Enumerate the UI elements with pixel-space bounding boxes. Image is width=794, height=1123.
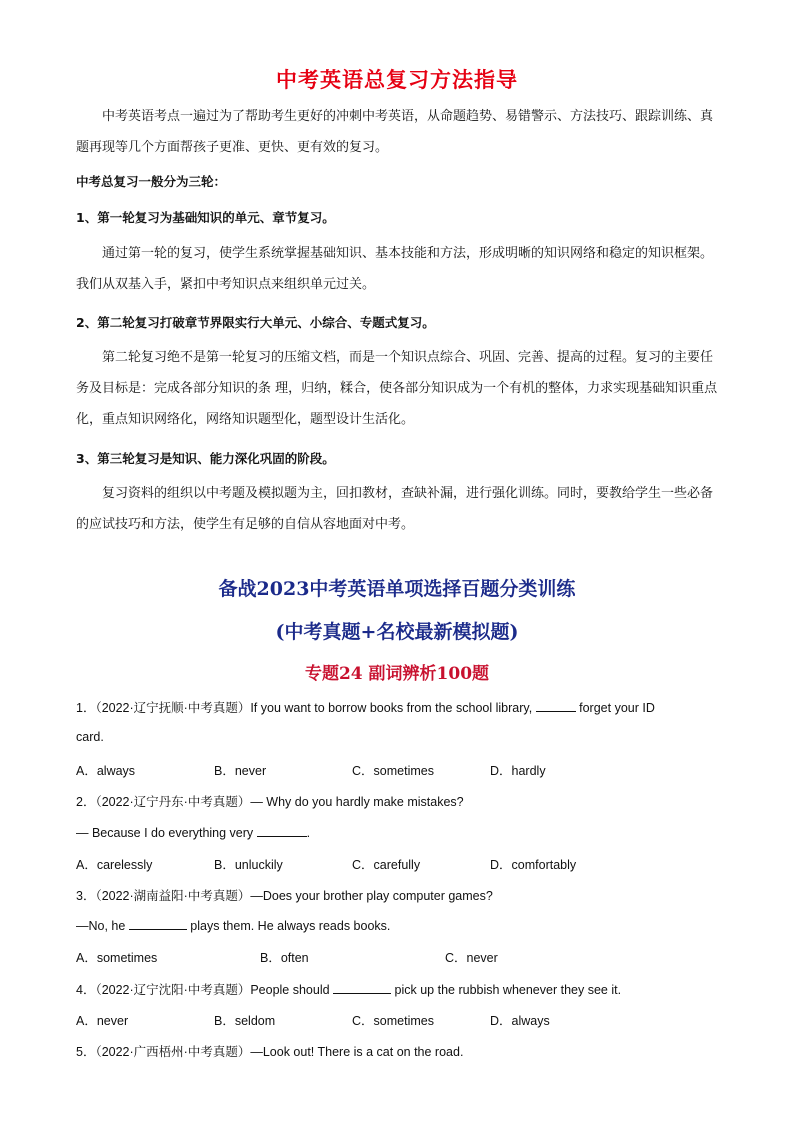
question-3-stem: 3．（2022·湖南益阳·中考真题）—Does your brother play computer games? xyxy=(76,889,493,903)
round1-text: 通过第一轮的复习，使学生系统掌握基础知识、基本技能和方法，形成明晰的知识网络和稳定的知识框架。我们从双基入手，紧扣中考知识点来组织单元过关。 xyxy=(76,246,714,292)
q2-option-d[interactable]: D．comfortably xyxy=(490,858,577,872)
q4-option-c[interactable]: C．sometimes xyxy=(352,1014,434,1028)
round2-heading: 2、第二轮复习打破章节界限实行大单元、小综合、专题式复习。 xyxy=(76,315,435,330)
guide-intro-text: 中考英语考点一遍过为了帮助考生更好的冲刺中考英语，从命题趋势、易错警示、方法技巧、跟踪训练、真题再现等几个方面帮孩子更准、更快、更有效的复习。 xyxy=(76,109,714,155)
round3-heading: 3、第三轮复习是知识、能力深化巩固的阶段。 xyxy=(76,451,335,466)
q2-option-b[interactable]: B．unluckily xyxy=(214,858,283,872)
q4-option-d[interactable]: D．always xyxy=(490,1014,550,1028)
question-2-stem: 2．（2022·辽宁丹东·中考真题）— Why do you hardly make mistakes? xyxy=(76,795,464,809)
round1-heading: 1、第一轮复习为基础知识的单元、章节复习。 xyxy=(76,210,335,225)
section-title: 备战2023中考英语单项选择百题分类训练 xyxy=(218,578,576,600)
question-2-stem-cont: — Because I do everything very . xyxy=(76,826,311,840)
question-1-stem: 1．（2022·辽宁抚顺·中考真题）If you want to borrow books from the school library, forget your ID xyxy=(76,701,655,715)
q4-option-a[interactable]: A．never xyxy=(76,1014,129,1028)
question-3-stem-cont: —No, he plays them. He always reads books. xyxy=(76,919,391,933)
round2-text: 第二轮复习绝不是第一轮复习的压缩文档，而是一个知识点综合、巩固、完善、提高的过程。复习的主要任务及目标是：完成各部分知识的条 理，归纳，糅合，使各部分知识成为一个有机的整体，力求实现基础知识重点化，重点知识网络化，网络知识题型化，题型设计生活化。 xyxy=(76,350,718,427)
answer-blank xyxy=(257,824,307,837)
answer-blank xyxy=(129,917,187,930)
rounds-heading: 中考总复习一般分为三轮： xyxy=(76,174,227,189)
q3-option-c[interactable]: C．never xyxy=(445,951,498,965)
question-5-stem: 5．（2022·广西梧州·中考真题）—Look out! There is a cat on the road. xyxy=(76,1045,464,1059)
guide-intro xyxy=(76,101,718,163)
question-1-stem-cont: card. xyxy=(76,730,104,744)
q2-option-a[interactable]: A．carelessly xyxy=(76,858,153,872)
question-4-stem: 4．（2022·辽宁沈阳·中考真题）People should pick up the rubbish whenever they see it. xyxy=(76,983,622,997)
answer-blank xyxy=(333,981,391,994)
section-topic: 专题24 副词辨析100题 xyxy=(304,664,490,684)
q3-option-a[interactable]: A．sometimes xyxy=(76,951,158,965)
q2-option-c[interactable]: C．carefully xyxy=(352,858,421,872)
q1-option-c[interactable]: C．sometimes xyxy=(352,764,434,778)
section-subtitle: (中考真题+名校最新模拟题) xyxy=(275,621,519,643)
round3-text: 复习资料的组织以中考题及模拟题为主，回扣教材，查缺补漏，进行强化训练。同时，要教给学生一些必备的应试技巧和方法，使学生有足够的自信从容地面对中考。 xyxy=(76,486,714,532)
q3-option-b[interactable]: B．often xyxy=(260,951,309,965)
q1-option-b[interactable]: B．never xyxy=(214,764,267,778)
q4-option-b[interactable]: B．seldom xyxy=(214,1014,276,1028)
q1-option-a[interactable]: A．always xyxy=(76,764,136,778)
guide-title: 中考英语总复习方法指导 xyxy=(276,68,518,92)
answer-blank xyxy=(536,699,576,712)
q1-option-d[interactable]: D．hardly xyxy=(490,764,546,778)
